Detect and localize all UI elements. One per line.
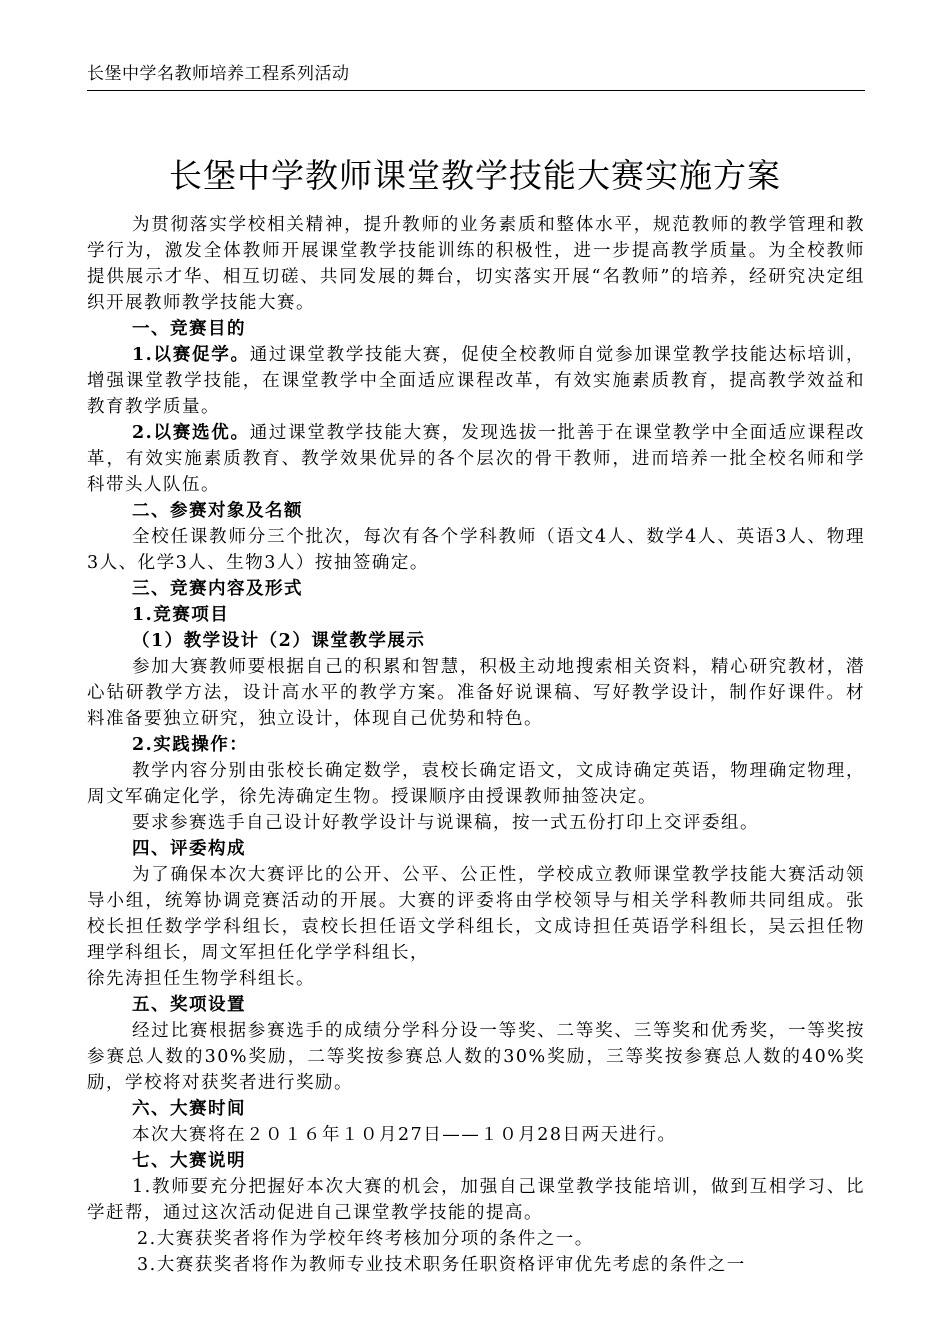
section-2-heading: 二、参赛对象及名额 xyxy=(132,501,303,521)
item-text: 通过课堂教学技能大赛，发现选拔一批善于在课堂教学中全面适应课程改革，有效实施素质教育、教学效果优异的各个层次的骨干教师，进而培养一批全校名师和学科带头人队伍。 xyxy=(87,423,865,495)
document-title: 长堡中学教师课堂教学技能大赛实施方案 xyxy=(169,156,781,195)
section-3-sub-1: 1.竞赛项目 xyxy=(132,605,230,625)
section-6-text: 本次大赛将在２０１６年１０月27日——１０月28日两天进行。 xyxy=(132,1125,677,1145)
document-body xyxy=(87,212,865,1278)
item-text: 通过课堂教学技能大赛，促使全校教师自觉参加课堂教学技能达标培训，增强课堂教学技能，在课堂教学中全面适应课程改革，有效实施素质教育，提高教学效益和教育教学质量。 xyxy=(87,345,865,417)
section-7-item-1: 1.教师要充分把握好本次大赛的机会，加强自己课堂教学技能培训，做到互相学习、比学赶帮，通过这次活动促进自己课堂教学技能的提高。 xyxy=(87,1177,865,1223)
section-7-item-3: 3.大赛获奖者将作为教师专业技术职务任职资格评审优先考虑的条件之一 xyxy=(137,1255,746,1275)
section-7-heading: 七、大赛说明 xyxy=(132,1151,246,1171)
item-lead: 2.以赛选优。 xyxy=(132,423,250,443)
section-2-text: 全校任课教师分三个批次，每次有各个学科教师（语文4人、数学4人、英语3人、物理3人、化学3人、生物3人）按抽签确定。 xyxy=(87,527,865,573)
section-3-sub-1-text: 参加大赛教师要根据自己的积累和智慧，积极主动地搜索相关资料，精心研究教材，潜心钻研教学方法，设计高水平的教学方案。准备好说课稿、写好教学设计，制作好课件。材料准备要独立研究，独立设计，体现自己优势和特色。 xyxy=(87,657,865,729)
section-4-text-2: 徐先涛担任生物学科组长。 xyxy=(87,969,315,989)
section-3-sub-2-text: 教学内容分别由张校长确定数学，袁校长确定语文，文成诗确定英语，物理确定物理，周文军确定化学，徐先涛确定生物。授课顺序由授课教师抽签决定。 xyxy=(87,761,865,807)
section-7-item-2: 2.大赛获奖者将作为学校年终考核加分项的条件之一。 xyxy=(137,1229,594,1249)
section-3-sub-2: 2.实践操作： xyxy=(132,735,249,755)
header-text: 长堡中学名教师培养工程系列活动 xyxy=(87,64,350,84)
section-3-sub-2-text-2: 要求参赛选手自己设计好教学设计与说课稿，按一式五份打印上交评委组。 xyxy=(132,813,759,833)
intro-paragraph: 为贯彻落实学校相关精神，提升教师的业务素质和整体水平，规范教师的教学管理和教学行为，激发全体教师开展课堂教学技能训练的积极性，进一步提高教学质量。为全校教师提供展示才华、相互切磋、共同发展的舞台，切实落实开展“名教师”的培养，经研究决定组织开展教师教学技能大赛。 xyxy=(87,215,865,313)
section-1-item-1 xyxy=(87,342,865,420)
section-5-text: 经过比赛根据参赛选手的成绩分学科分设一等奖、二等奖、三等奖和优秀奖，一等奖按参赛总人数的30%奖励，二等奖按参赛总人数的30%奖励，三等奖按参赛总人数的40%奖励，学校将对获奖者进行奖励。 xyxy=(87,1021,865,1093)
section-3-sub-1a: （1）教学设计（2）课堂教学展示 xyxy=(132,631,426,651)
section-3-heading: 三、竞赛内容及形式 xyxy=(132,579,303,599)
section-4-text: 为了确保本次大赛评比的公开、公平、公正性，学校成立教师课堂教学技能大赛活动领导小组，统筹协调竞赛活动的开展。大赛的评委将由学校领导与相关学科教师共同组成。张校长担任数学学科组长，袁校长担任语文学科组长，文成诗担任英语学科组长，吴云担任物理学科组长，周文军担任化学学科组长， xyxy=(87,865,865,963)
item-lead: 1.以赛促学。 xyxy=(132,345,250,365)
page-header xyxy=(87,60,865,91)
section-1-heading: 一、竞赛目的 xyxy=(132,319,246,339)
section-6-heading: 六、大赛时间 xyxy=(132,1099,246,1119)
section-1-item-2 xyxy=(87,420,865,498)
section-4-heading: 四、评委构成 xyxy=(132,839,246,859)
section-5-heading: 五、奖项设置 xyxy=(132,995,246,1015)
